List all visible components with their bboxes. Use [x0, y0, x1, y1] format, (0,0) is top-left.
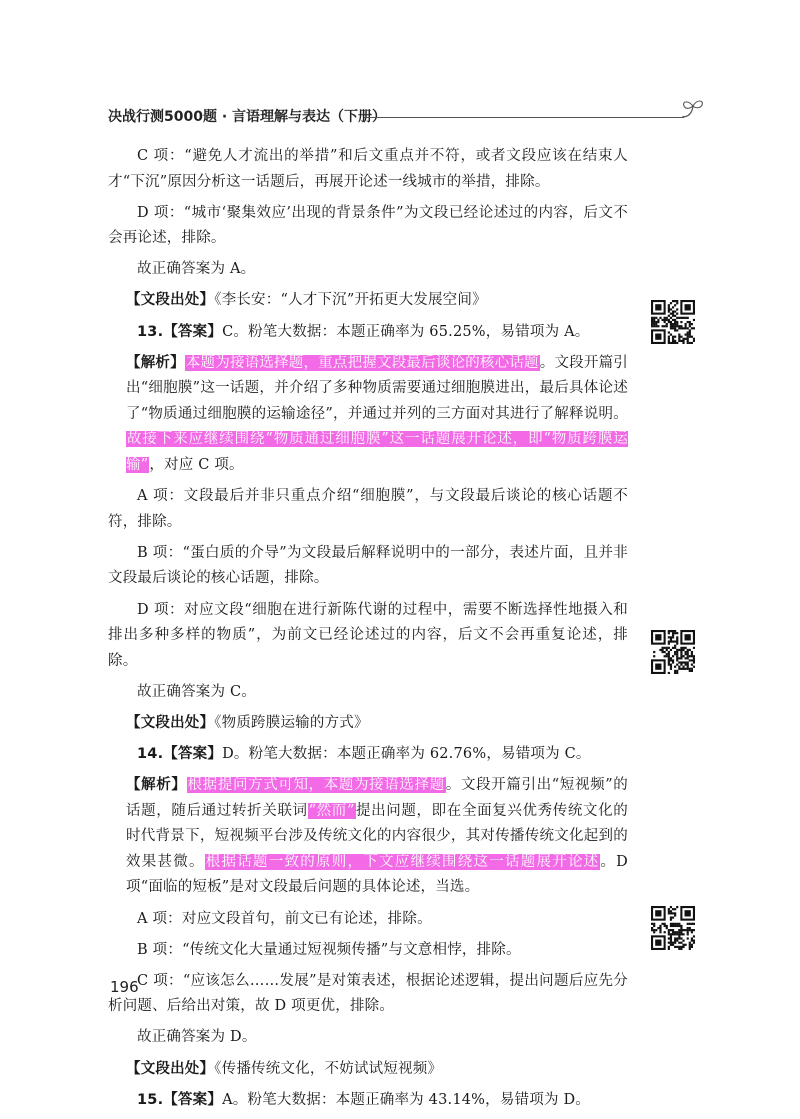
- highlighted-text: 根据话题一致的原则，下文应继续围绕这一话题展开论述: [205, 853, 600, 870]
- paragraph: [108, 1025, 628, 1051]
- body-text: A 项：对应文段首句，前文已有论述，排除。: [137, 910, 432, 927]
- bold-label: 【文段出处】: [126, 714, 215, 731]
- page-number: 196: [110, 978, 139, 996]
- body-text: 。文段开篇引出“短视频”的话题，随后通过转折关联词: [126, 777, 628, 819]
- paragraph: [108, 742, 628, 768]
- paragraph: [108, 773, 628, 901]
- body-text: 《传播传统文化，不妨试试短视频》: [214, 1060, 443, 1077]
- paragraph: [108, 541, 628, 592]
- body-text: 故正确答案为 A。: [137, 261, 256, 278]
- bold-label: 13.【答案】: [137, 323, 223, 340]
- paragraph: [108, 711, 628, 737]
- book-title: 决战行测5000题 · 言语理解与表达（下册）: [108, 109, 387, 125]
- body-text: C 项：“应该怎么……发展”是对策表述，根据论述逻辑，提出问题后应先分析问题、后给出对策，故 D 项更优，排除。: [108, 972, 628, 1015]
- sprout-icon: [678, 96, 706, 122]
- paragraph: [108, 201, 628, 252]
- body-text: D 项：“城市‘聚集效应’出现的背景条件”为文段已经论述过的内容，后文不会再论述，排除。: [108, 204, 628, 247]
- qr-code-q15[interactable]: [651, 906, 695, 950]
- qr-code-q13[interactable]: [651, 300, 695, 344]
- body-text: 《李长安：“人才下沉”开拓更大发展空间》: [214, 292, 487, 309]
- body-text: 。D 项“面临的短板”是对文段最后问题的具体论述，当选。: [126, 853, 629, 896]
- paragraph: [108, 1057, 628, 1083]
- body-text: 故正确答案为 D。: [137, 1029, 257, 1046]
- paragraph: [108, 938, 628, 964]
- highlighted-text: 故接下来应继续围绕“物质通过细胞膜”这一话题展开论述，即“物质跨膜运输”: [126, 431, 628, 474]
- body-text: D。粉笔大数据：本题正确率为 62.76%，易错项为 C。: [222, 745, 591, 762]
- bold-label: 【文段出处】: [126, 1060, 215, 1077]
- paragraph: [108, 484, 628, 535]
- body-text: ，对应 C 项。: [149, 457, 244, 474]
- body-text: A 项：文段最后并非只重点介绍“细胞膜”，与文段最后谈论的核心话题不符，排除。: [108, 488, 628, 530]
- body-text: 《物质跨膜运输的方式》: [214, 714, 369, 731]
- paragraph: [108, 320, 628, 346]
- body-text: B 项：“传统文化大量通过短视频传播”与文意相悖，排除。: [137, 941, 521, 958]
- header-rule: [364, 117, 684, 118]
- highlighted-text: “然而”: [308, 802, 355, 819]
- paragraph: [108, 288, 628, 314]
- paragraph: [108, 257, 628, 283]
- body-text: C 项：“避免人才流出的举措”和后文重点并不符，或者文段应该在结束人才“下沉”原因分析这一话题后，再展开论述一线城市的举措，排除。: [108, 148, 628, 190]
- body-text: 故正确答案为 C。: [137, 683, 257, 700]
- body-text: D 项：对应文段“细胞在进行新陈代谢的过程中，需要不断选择性地摄入和排出多种多样的物质”，为前文已经论述过的内容，后文不会再重复论述，排除。: [108, 601, 628, 669]
- body-text: 。文段开篇引出“细胞膜”这一话题，并介绍了多种物质需要通过细胞膜进出，最后具体论述了“物质通过细胞膜的运输途径”，并通过并列的三方面对其进行了解释说明。: [126, 354, 628, 422]
- body-text: C。粉笔大数据：本题正确率为 65.25%，易错项为 A。: [222, 323, 590, 340]
- body-text: A。粉笔大数据：本题正确率为 43.14%，易错项为 D。: [222, 1091, 590, 1108]
- bold-label: 【文段出处】: [126, 292, 215, 309]
- body-text: 提出问题，即在全面复兴优秀传统文化的时代背景下，短视频平台涉及传统文化的内容很少，其对传播传统文化起到的效果甚微。: [126, 802, 628, 870]
- bold-label: 15.【答案】: [137, 1091, 223, 1108]
- paragraph: [108, 969, 628, 1020]
- paragraph: [108, 1088, 628, 1114]
- answer-explanations: [108, 144, 628, 1119]
- highlighted-text: 根据提问方式可知，本题为接语选择题: [187, 777, 445, 794]
- qr-code-q14[interactable]: [651, 630, 695, 674]
- bold-label: 【解析】: [126, 777, 187, 794]
- bold-label: 14.【答案】: [137, 745, 223, 762]
- paragraph: [108, 680, 628, 706]
- paragraph: [108, 144, 628, 195]
- body-text: B 项：“蛋白质的介导”为文段最后解释说明中的一部分，表述片面，且并非文段最后谈论的核心话题，排除。: [108, 544, 628, 587]
- paragraph: [108, 351, 628, 479]
- paragraph: [108, 598, 628, 675]
- bold-label: 【解析】: [126, 354, 185, 371]
- paragraph: [108, 907, 628, 933]
- highlighted-text: 本题为接语选择题，重点把握文段最后谈论的核心话题: [185, 354, 539, 371]
- running-header: [108, 104, 698, 130]
